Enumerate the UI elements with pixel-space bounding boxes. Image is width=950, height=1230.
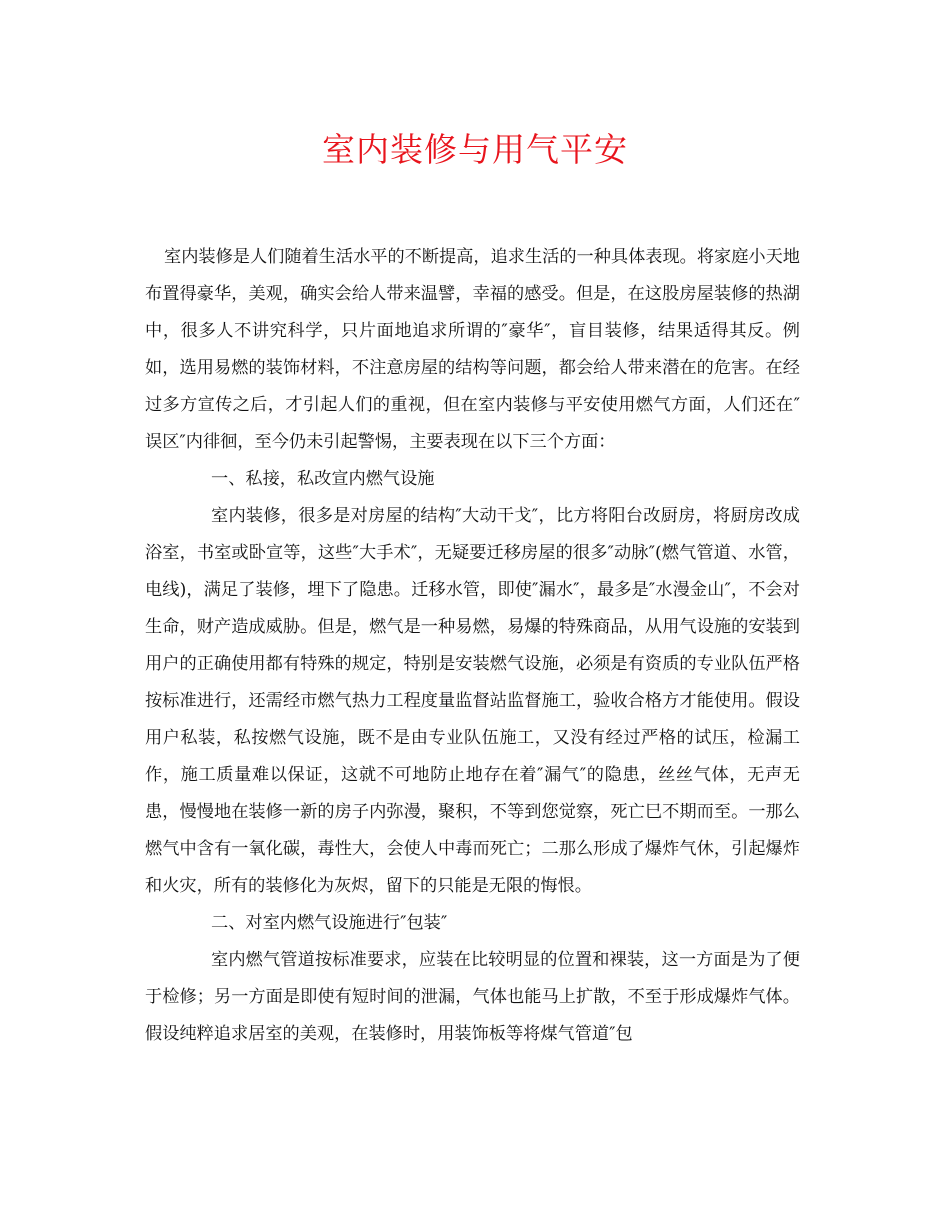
document-body (145, 239, 800, 1053)
document-title: 室内装修与用气平安 (322, 130, 628, 169)
section-heading-2: 二、对室内燃气设施进行″包装″ (211, 913, 448, 933)
paragraph-intro: 室内装修是人们随着生活水平的不断提高，追求生活的一种具体表现。将家庭小天地布置得豪华，美观，确实会给人带来温譬，幸福的感受。但是，在这股房屋装修的热湖中，很多人不讲究科学，只片面地追求所谓的″豪华″，盲目装修，结果适得其反。例如，选用易燃的装饰材料，不注意房屋的结构等问题，都会给人带来潜在的危害。在经过多方宣传之后，才引起人们的重视，但在室内装修与平安使用燃气方面，人们还在″误区″内徘徊，至今仍未引起警惕，主要表现在以下三个方面： (145, 247, 800, 452)
paragraph-section-2: 室内燃气管道按标准要求，应装在比较明显的位置和裸装，这一方面是为了便于检修；另一方面是即使有短时间的泄漏，气体也能马上扩散，不至于形成爆炸气体。假设纯粹追求居室的美观，在装修时，用装饰板等将煤气管道″包 (145, 950, 800, 1044)
section-heading-1: 一、私接，私改宣内燃气设施 (211, 469, 435, 489)
paragraph-section-1: 室内装修，很多是对房屋的结构″大动干戈″，比方将阳台改厨房，将厨房改成浴室，书室或卧宣等，这些″大手术″，无疑要迁移房屋的很多″动脉″(燃气管道、水管，电线)，满足了装修，埋下了隐患。迁移水管，即使″漏水″，最多是″水漫金山″，不会对生命，财产造成威胁。但是，燃气是一种易燃，易爆的特殊商品，从用气设施的安装到用户的正确使用都有特殊的规定，特别是安装燃气设施，必须是有资质的专业队伍严格按标准进行，还需经市燃气热力工程度量监督站监督施工，验收合格方才能使用。假设用户私装，私按燃气设施，既不是由专业队伍施工，又没有经过严格的试压，检漏工作，施工质量难以保证，这就不可地防止地存在着″漏气″的隐患，丝丝气体，无声无患，慢慢地在装修一新的房子内弥漫，聚积，不等到您觉察，死亡巳不期而至。一那么燃气中含有一氧化碳，毒性大，会使人中毒而死亡；二那么形成了爆炸气休，引起爆炸和火灾，所有的装修化为灰烬，留下的只能是无限的悔恨。 (145, 506, 800, 896)
